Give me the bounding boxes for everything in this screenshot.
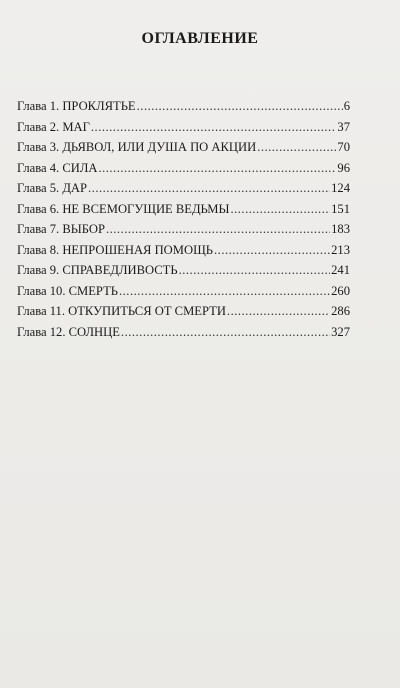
toc-dot-leader <box>98 158 336 179</box>
toc-chapter-title: Глава 6. НЕ ВСЕМОГУЩИЕ ВЕДЬМЫ <box>17 201 230 216</box>
toc-entry <box>17 199 350 220</box>
toc-chapter-title: Глава 7. ВЫБОР <box>17 222 105 236</box>
toc-page-number: 6 <box>343 99 350 113</box>
toc-page-number: 327 <box>331 324 350 339</box>
toc-dot-leader <box>119 281 330 302</box>
toc-chapter-title: Глава 5. ДАР <box>17 181 88 195</box>
toc-entry <box>17 158 350 179</box>
toc-chapter-title: Глава 9. СПРАВЕДЛИВОСТЬ <box>17 263 178 277</box>
toc-page-number: 286 <box>331 304 350 318</box>
toc-dot-leader <box>137 96 343 117</box>
toc-chapter-title: Глава 3. ДЬЯВОЛ, ИЛИ ДУША ПО АКЦИИ <box>17 140 257 154</box>
toc-page-number: 151 <box>331 201 350 216</box>
toc-entry <box>17 178 350 199</box>
toc-chapter-title: Глава 11. ОТКУПИТЬСЯ ОТ СМЕРТИ <box>17 304 226 318</box>
toc-entry <box>17 240 350 261</box>
toc-page-number: 124 <box>331 181 350 195</box>
toc-entry <box>17 137 350 158</box>
toc-entry <box>17 117 350 138</box>
toc-chapter-title: Глава 1. ПРОКЛЯТЬЕ <box>17 99 136 113</box>
toc-page-number: 241 <box>331 263 350 277</box>
toc-entry <box>17 96 350 117</box>
page-title: ОГЛАВЛЕНИЕ <box>141 30 259 47</box>
toc-dot-leader <box>230 199 330 220</box>
toc-page-number: 96 <box>337 160 350 175</box>
toc-chapter-title: Глава 2. МАГ <box>17 119 90 134</box>
toc-entry <box>17 281 350 302</box>
toc-chapter-title: Глава 12. СОЛНЦЕ <box>17 324 120 339</box>
toc-chapter-title: Глава 4. СИЛА <box>17 160 98 175</box>
toc-dot-leader <box>179 260 331 281</box>
toc-chapter-title: Глава 8. НЕПРОШЕНАЯ ПОМОЩЬ <box>17 242 214 257</box>
toc-page-number: 213 <box>331 242 350 257</box>
toc-dot-leader <box>214 240 330 261</box>
toc-dot-leader <box>91 117 337 138</box>
toc-entry <box>17 301 350 322</box>
toc-dot-leader <box>106 219 330 240</box>
toc-entry <box>17 322 350 343</box>
toc-page-number: 70 <box>337 140 350 154</box>
toc-entry <box>17 219 350 240</box>
toc-dot-leader <box>88 178 330 199</box>
toc-dot-leader <box>227 301 330 322</box>
toc-page-number: 183 <box>331 222 350 236</box>
toc-page-number: 260 <box>331 283 350 298</box>
toc-entry <box>17 260 350 281</box>
toc-dot-leader <box>257 137 336 158</box>
table-of-contents <box>17 96 350 342</box>
toc-dot-leader <box>121 322 330 343</box>
toc-page-number: 37 <box>337 119 350 134</box>
toc-chapter-title: Глава 10. СМЕРТЬ <box>17 283 118 298</box>
